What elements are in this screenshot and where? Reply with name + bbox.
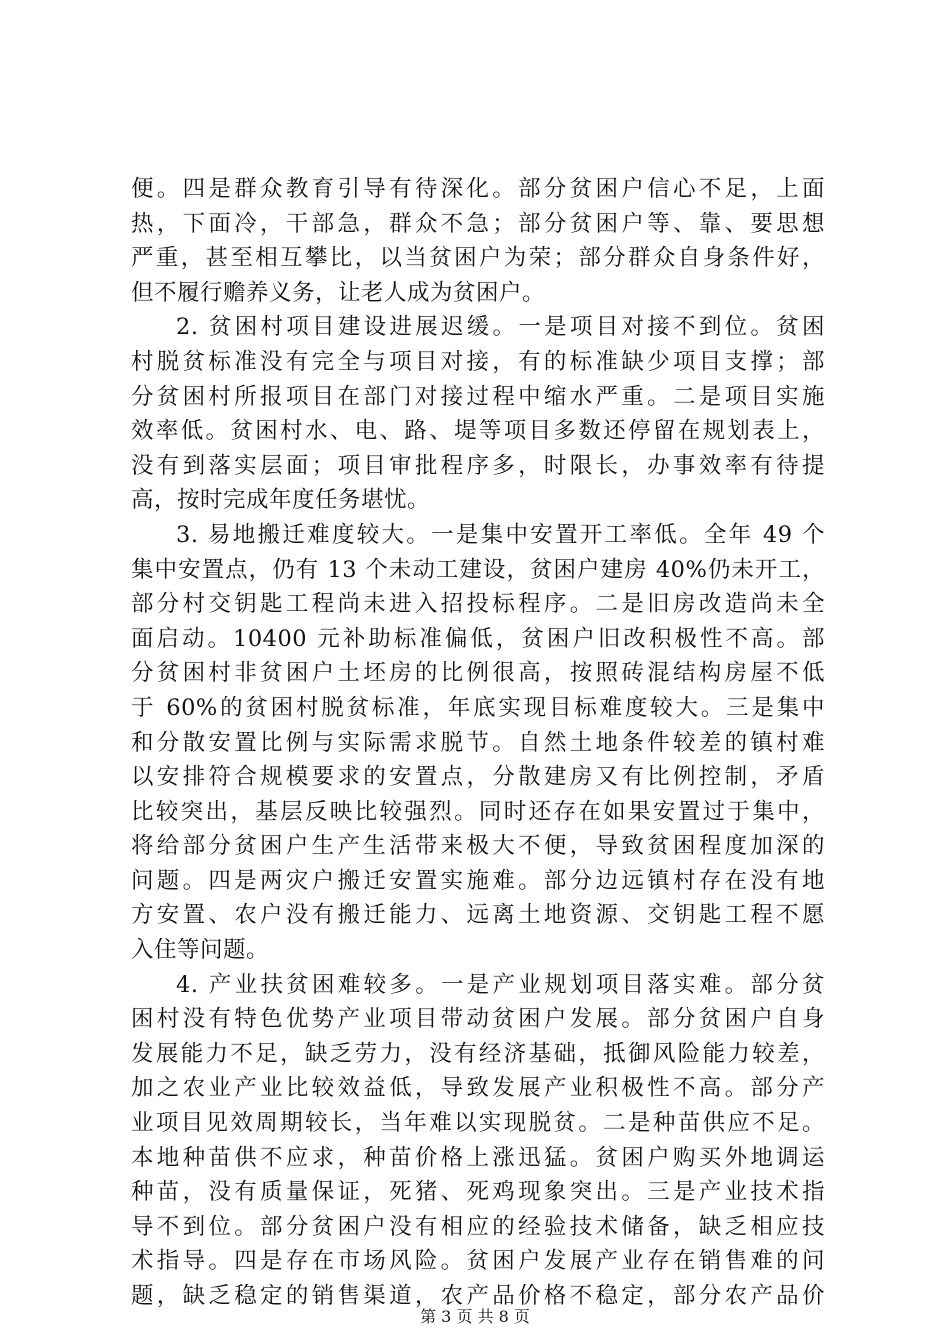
- document-body: [131, 172, 825, 1314]
- text-line: 集中安置点，仍有 13 个未动工建设，贫困户建房 40%仍未开工，: [131, 556, 825, 583]
- text-line: 将给部分贫困户生产生活带来极大不便，导致贫困程度加深的: [131, 833, 825, 860]
- text-line: 业项目见效周期较长，当年难以实现脱贫。二是种苗供应不足。: [131, 1110, 825, 1137]
- paragraph-heading-line: 4. 产业扶贫困难较多。一是产业规划项目落实难。部分贫: [176, 971, 825, 998]
- paragraph-heading-line: 2. 贫困村项目建设进展迟缓。一是项目对接不到位。贫困: [176, 314, 825, 341]
- text-line: 分贫困村所报项目在部门对接过程中缩水严重。二是项目实施: [131, 383, 825, 410]
- text-line: 发展能力不足，缺乏劳力，没有经济基础，抵御风险能力较差，: [131, 1040, 825, 1067]
- text-line: 高，按时完成年度任务堪忧。: [131, 487, 431, 514]
- text-line: 术指导。四是存在市场风险。贫困户发展产业存在销售难的问: [131, 1248, 825, 1275]
- text-line: 以安排符合规模要求的安置点，分散建房又有比例控制，矛盾: [131, 764, 825, 791]
- text-line: 便。四是群众教育引导有待深化。部分贫困户信心不足，上面: [131, 176, 825, 202]
- text-line: 严重，甚至相互攀比，以当贫困户为荣；部分群众自身条件好，: [131, 245, 825, 272]
- text-line: 导不到位。部分贫困户没有相应的经验技术储备，缺乏相应技: [131, 1213, 825, 1240]
- text-line: 困村没有特色优势产业项目带动贫困户发展。部分贫困户自身: [131, 1006, 825, 1033]
- text-line: 热，下面冷，干部急，群众不急；部分贫困户等、靠、要思想: [131, 210, 825, 237]
- text-line: 加之农业产业比较效益低，导致发展产业积极性不高。部分产: [131, 1075, 825, 1102]
- text-line: 村脱贫标准没有完全与项目对接，有的标准缺少项目支撑；部: [131, 348, 825, 375]
- text-line: 但不履行赡养义务，让老人成为贫困户。: [131, 279, 546, 306]
- text-line: 分贫困村非贫困户土坯房的比例很高，按照砖混结构房屋不低: [131, 660, 825, 687]
- text-line: 本地种苗供不应求，种苗价格上涨迅猛。贫困户购买外地调运: [131, 1144, 825, 1171]
- text-line: 问题。四是两灾户搬迁安置实施难。部分边远镇村存在没有地: [131, 867, 825, 894]
- text-line: 方安置、农户没有搬迁能力、远离土地资源、交钥匙工程不愿: [131, 902, 825, 929]
- text-line: 部分村交钥匙工程尚未进入招投标程序。二是旧房改造尚未全: [131, 591, 825, 618]
- text-line: 比较突出，基层反映比较强烈。同时还存在如果安置过于集中，: [131, 798, 825, 825]
- page-number-footer: 第 3 页 共 8 页: [420, 1307, 530, 1326]
- text-line: 入住等问题。: [131, 937, 270, 964]
- paragraph-heading-line: 3. 易地搬迁难度较大。一是集中安置开工率低。全年 49 个: [176, 521, 825, 548]
- text-line: 没有到落实层面；项目审批程序多，时限长，办事效率有待提: [131, 452, 825, 479]
- text-line: 和分散安置比例与实际需求脱节。自然土地条件较差的镇村难: [131, 729, 825, 756]
- text-line: 面启动。10400 元补助标准偏低，贫困户旧改积极性不高。部: [131, 625, 825, 652]
- text-line: 于 60%的贫困村脱贫标准，年底实现目标难度较大。三是集中: [131, 694, 825, 721]
- text-line: 效率低。贫困村水、电、路、堤等项目多数还停留在规划表上，: [131, 418, 825, 445]
- text-line: 题，缺乏稳定的销售渠道，农产品价格不稳定，部分农产品价: [131, 1283, 825, 1309]
- text-line: 种苗，没有质量保证，死猪、死鸡现象突出。三是产业技术指: [131, 1179, 825, 1206]
